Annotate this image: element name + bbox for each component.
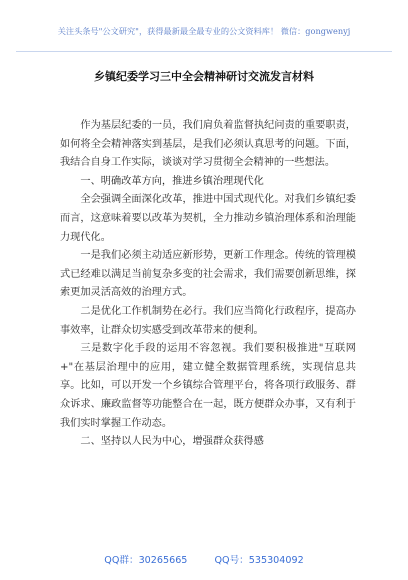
document-title: 乡镇纪委学习三中全会精神研讨交流发言材料 [94,70,314,83]
section-heading-1: 一、明确改革方向，推进乡镇治理现代化 [80,175,264,187]
footer-contact [0,552,408,566]
paragraph-intro: 作为基层纪委的一员，我们肩负着监督执纪问责的重要职责，如何将全会精神落实到基层，是我们必须认真思考的问题。下面，我结合自身工作实际，谈谈对学习贯彻全会精神的一些想法。 [60,120,356,169]
paragraph: 全会强调全面深化改革，推进中国式现代化。对我们乡镇纪委而言，这意味着要以改革为契机，全力推动乡镇治理体系和治理能力现代化。 [60,194,356,243]
paragraph: 二是优化工作机制势在必行。我们应当简化行政程序，提高办事效率，让群众切实感受到改革带来的便利。 [60,305,356,336]
document-body [60,117,356,452]
qq-number-text: QQ号：535304092 [214,555,304,566]
qq-group-text: QQ群：30265665 [104,555,188,566]
paragraph: 三是数字化手段的运用不容忽视。我们要积极推进"互联网+"在基层治理中的应用，建立健全数据管理系统，实现信息共享。比如，可以开发一个乡镇综合管理平台，将各项行政服务、群众诉求、廉政监督等功能整合在一起，既方便群众办事，又有利于我们实时掌握工作动态。 [60,343,356,429]
section-heading-2: 二、坚持以人民为中心，增强群众获得感 [80,436,264,448]
paragraph: 一是我们必须主动适应新形势，更新工作理念。传统的管理模式已经难以满足当前复杂多变的社会需求，我们需要创新思维，探索更加灵活高效的治理方式。 [60,250,356,299]
header-banner: 关注头条号"公文研究"，获得最新最全最专业的公文资料库！ 微信：gongwenyj [16,8,392,52]
